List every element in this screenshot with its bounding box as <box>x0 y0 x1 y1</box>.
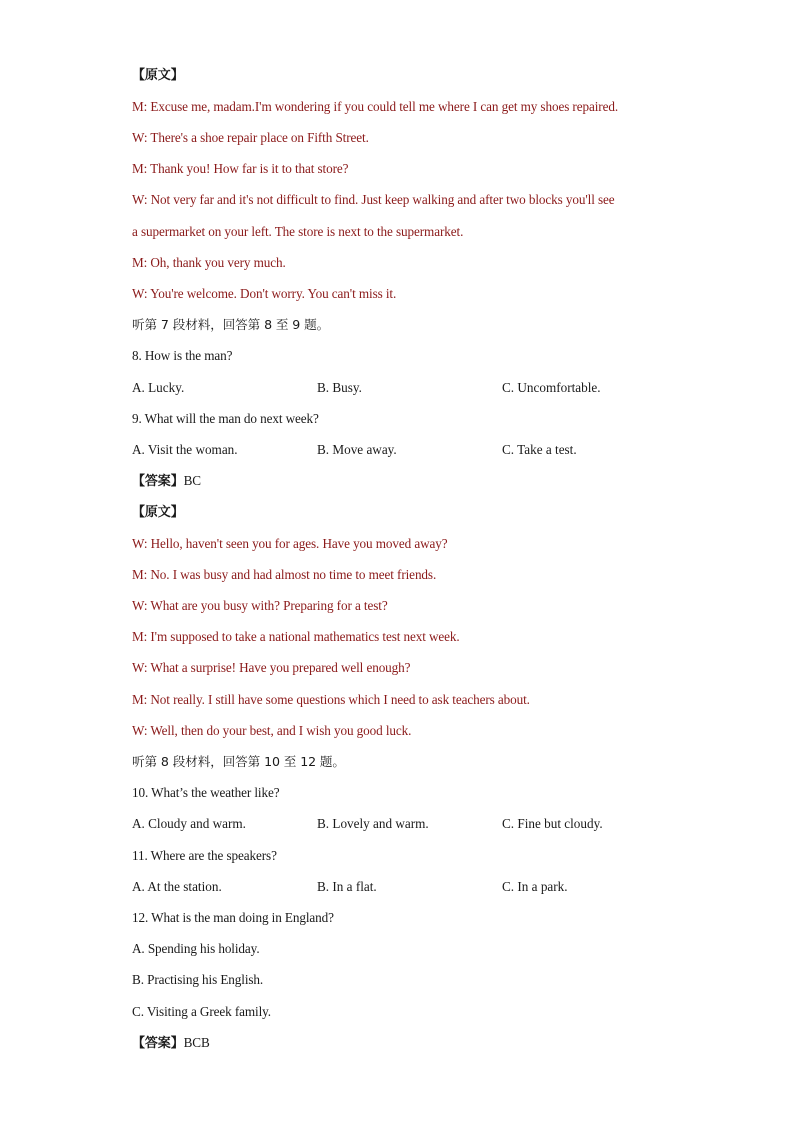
q11-option-a: A. At the station. <box>132 879 222 894</box>
listening-instruction: 听第 8 段材料，回答第 10 至 12 题。 <box>132 754 345 769</box>
q12-option-b: B. Practising his English. <box>132 972 264 987</box>
q9-option-b: B. Move away. <box>317 442 397 457</box>
dialog-line: W: There's a shoe repair place on Fifth Street. <box>132 130 369 145</box>
answer-value: BC <box>183 473 202 488</box>
q9-option-a: A. Visit the woman. <box>132 442 238 457</box>
q9-option-c: C. Take a test. <box>502 442 577 457</box>
transcript-label: 【原文】 <box>132 68 184 83</box>
q12-option-c: C. Visiting a Greek family. <box>132 1004 271 1019</box>
transcript-label: 【原文】 <box>132 505 184 520</box>
dialog-line: W: Not very far and it's not difficult to find. Just keep walking and after two blocks you'll see <box>132 192 615 207</box>
question-12: 12. What is the man doing in England? <box>132 910 334 925</box>
q11-option-b: B. In a flat. <box>317 879 377 894</box>
answer-value: BCB <box>183 1035 210 1050</box>
dialog-line: M: Oh, thank you very much. <box>132 255 286 270</box>
dialog-line: M: I'm supposed to take a national mathematics test next week. <box>132 629 460 644</box>
question-8: 8. How is the man? <box>132 348 233 363</box>
dialog-line: a supermarket on your left. The store is next to the supermarket. <box>132 224 464 239</box>
q10-option-a: A. Cloudy and warm. <box>132 816 246 831</box>
q8-option-a: A. Lucky. <box>132 380 185 395</box>
question-10: 10. What’s the weather like? <box>132 785 280 800</box>
q8-option-c: C. Uncomfortable. <box>502 380 601 395</box>
dialog-line: M: Not really. I still have some questions which I need to ask teachers about. <box>132 692 530 707</box>
dialog-line: W: What are you busy with? Preparing for a test? <box>132 598 388 613</box>
dialog-line: W: Well, then do your best, and I wish you good luck. <box>132 723 412 738</box>
dialog-line: M: Excuse me, madam.I'm wondering if you could tell me where I can get my shoes repaired. <box>132 99 619 114</box>
dialog-line: W: What a surprise! Have you prepared well enough? <box>132 660 411 675</box>
answer-line <box>132 1034 210 1053</box>
q10-option-b: B. Lovely and warm. <box>317 816 429 831</box>
q11-option-c: C. In a park. <box>502 879 568 894</box>
dialog-line: M: Thank you! How far is it to that store? <box>132 161 349 176</box>
dialog-line: W: You're welcome. Don't worry. You can't miss it. <box>132 286 397 301</box>
answer-label: 【答案】 <box>132 1036 184 1051</box>
q8-option-b: B. Busy. <box>317 380 362 395</box>
q12-option-a: A. Spending his holiday. <box>132 941 260 956</box>
dialog-line: M: No. I was busy and had almost no time to meet friends. <box>132 567 437 582</box>
dialog-line: W: Hello, haven't seen you for ages. Have you moved away? <box>132 536 448 551</box>
listening-instruction: 听第 7 段材料，回答第 8 至 9 题。 <box>132 317 330 332</box>
answer-line <box>132 472 201 491</box>
question-11: 11. Where are the speakers? <box>132 848 277 863</box>
question-9: 9. What will the man do next week? <box>132 411 319 426</box>
answer-label: 【答案】 <box>132 474 184 489</box>
q10-option-c: C. Fine but cloudy. <box>502 816 603 831</box>
